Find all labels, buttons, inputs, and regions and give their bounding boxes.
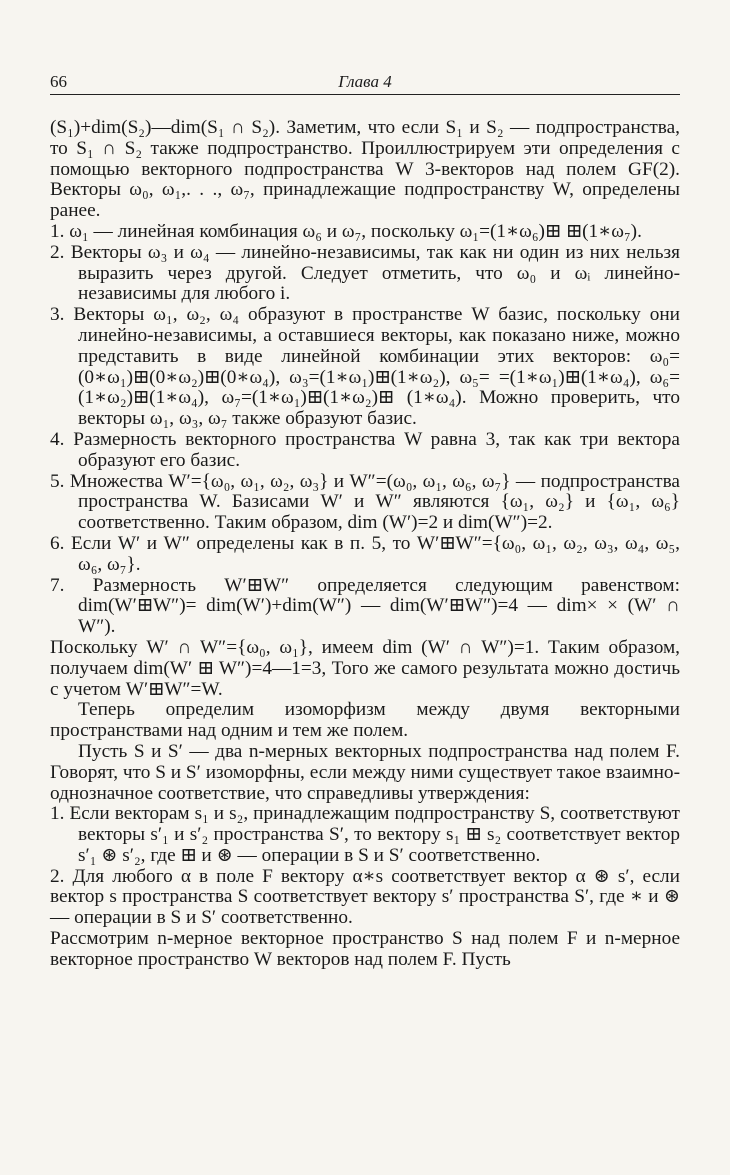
paragraph-isomorphism-intro: Теперь определим изоморфизм между двумя векторными пространствами над одним и тем же полем. <box>50 699 680 742</box>
list-item-6: 6. Если W′ и W″ определены как в п. 5, то W′⊞W″={ω₀, ω₁, ω₂, ω₃, ω₄, ω₅, ω₆, ω₇}. <box>50 532 680 575</box>
paragraph-dimension: Поскольку W′ ∩ W″={ω₀, ω₁}, имеем dim (W′ ∩ W″)=1. Таким образом, получаем dim(W′ ⊞ W″)=4—1=3, Того же самого результата можно достичь с учетом W′⊞W″=W. <box>50 636 680 700</box>
paragraph-isomorphism-definition: Пусть S и S′ — два n-мерных векторных подпространства над полем F. Говорят, что S и S′ изоморфны, если между ними существует такое взаимно-однозначное соответствие, что справедливы утверждения: <box>50 740 680 804</box>
list-item-3: 3. Векторы ω₁, ω₂, ω₄ образуют в пространстве W базис, поскольку они линейно-независимы, а оставшиеся векторы, как показано ниже, можно представить в виде линейной комбинации этих векторов: ω₀=(0∗ω₁)⊞(0∗ω₂)⊞(0∗ω₄), ω₃=(1∗ω₁)⊞(1∗ω₂), ω₅= =(1∗ω₁)⊞(1∗ω₄), ω₆=(1∗ω₂)⊞(1∗ω₄), ω₇=(1∗ω₁)⊞(1∗ω₂)⊞ (1∗ω₄). Можно проверить, что векторы ω₁, ω₃, ω₇ также образуют базис. <box>50 304 680 430</box>
page-body <box>50 118 680 971</box>
paragraph-intro: (S₁)+dim(S₂)—dim(S₁ ∩ S₂). Заметим, что если S₁ и S₂ — подпространства, то S₁ ∩ S₂ также подпространство. Проиллюстрируем эти определения с помощью векторного подпространства W 3-векторов над полем GF(2). Векторы ω₀, ω₁,. . ., ω₇, принадлежащие подпространству W, определены ранее. <box>50 117 680 222</box>
list-item-1: 1. ω₁ — линейная комбинация ω₆ и ω₇, поскольку ω₁=(1∗ω₆)⊞ ⊞(1∗ω₇). <box>50 220 642 242</box>
list-item-5: 5. Множества W′={ω₀, ω₁, ω₂, ω₃} и W″=(ω₀, ω₁, ω₆, ω₇} — подпространства пространства W. Базисами W′ и W″ являются {ω₁, ω₂} и {ω₁, ω₆} соответственно. Таким образом, dim (W′)=2 и dim(W″)=2. <box>50 470 680 534</box>
page-header <box>50 70 680 95</box>
list-item-7: 7. Размерность W′⊞W″ определяется следующим равенством: dim(W′⊞W″)= dim(W′)+dim(W″) — dim(W′⊞W″)=4 — dim× × (W′ ∩ W″). <box>50 574 680 638</box>
condition-item-1: 1. Если векторам s₁ и s₂, принадлежащим подпространству S, соответствуют векторы s′₁ и s′₂ пространства S′, то вектору s₁ ⊞ s₂ соответствует вектор s′₁ ⊛ s′₂, где ⊞ и ⊛ — операции в S и S′ соответственно. <box>50 803 680 866</box>
paragraph-closing: Рассмотрим n-мерное векторное пространство S над полем F и n-мерное векторное пространство W векторов над полем F. Пусть <box>50 928 680 970</box>
page-number: 66 <box>50 72 67 91</box>
list-item-2: 2. Векторы ω₃ и ω₄ — линейно-независимы, так как ни один из них нельзя выразить через другой. Следует отметить, что ω₀ и ωᵢ линейно-независимы для любого i. <box>50 241 680 305</box>
list-item-4: 4. Размерность векторного пространства W равна 3, так как три вектора образуют его базис. <box>50 428 680 471</box>
condition-item-2: 2. Для любого α в поле F вектору α∗s соответствует вектор α ⊛ s′, если вектор s пространства S соответствует вектору s′ пространства S′, где ∗ и ⊛ — операции в S и S′ соответственно. <box>50 865 680 929</box>
chapter-title: Глава 4 <box>338 72 392 91</box>
